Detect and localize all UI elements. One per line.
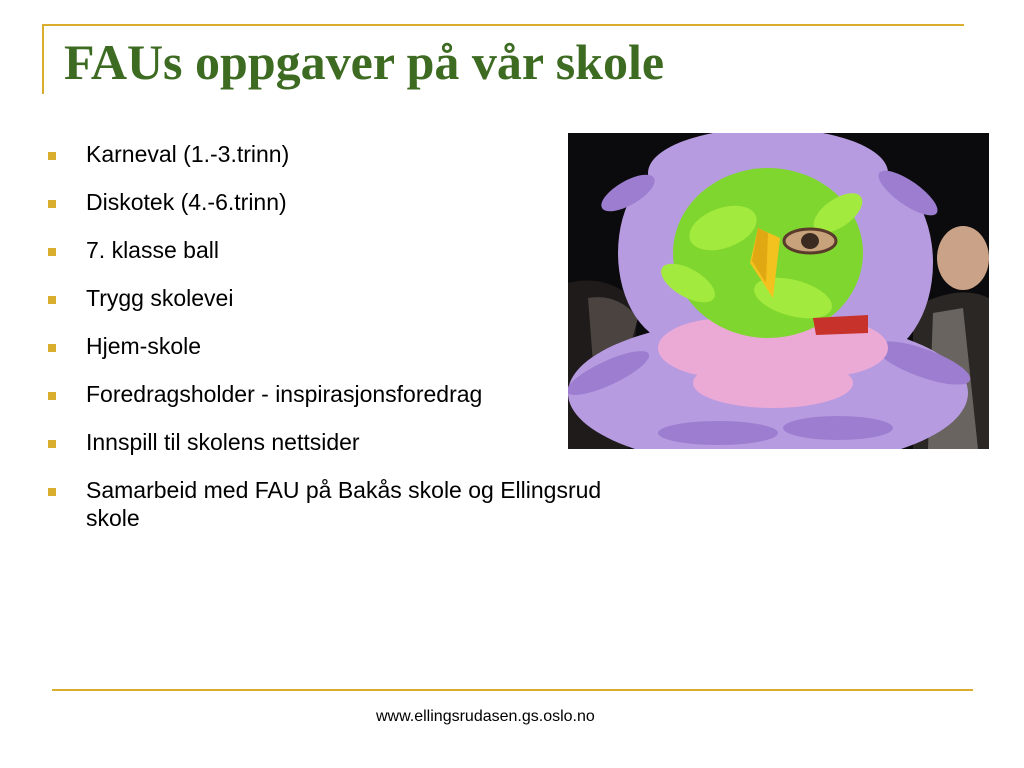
footer-rule bbox=[52, 689, 973, 691]
bullet-text: Karneval (1.-3.trinn) bbox=[86, 141, 290, 167]
bullet-item bbox=[46, 428, 626, 456]
title-bracket-left-rule bbox=[42, 24, 44, 94]
carnival-costume-photo bbox=[568, 133, 989, 449]
square-bullet-icon bbox=[48, 344, 56, 352]
square-bullet-icon bbox=[48, 392, 56, 400]
square-bullet-icon bbox=[48, 296, 56, 304]
bullet-text: 7. klasse ball bbox=[86, 237, 219, 263]
bullet-text: Samarbeid med FAU på Bakås skole og Ellingsrud skole bbox=[86, 477, 602, 531]
square-bullet-icon bbox=[48, 152, 56, 160]
bullet-text: Innspill til skolens nettsider bbox=[86, 429, 360, 455]
square-bullet-icon bbox=[48, 200, 56, 208]
square-bullet-icon bbox=[48, 440, 56, 448]
bullet-item bbox=[46, 236, 626, 264]
square-bullet-icon bbox=[48, 488, 56, 496]
bullet-item bbox=[46, 380, 626, 408]
bullet-item bbox=[46, 188, 626, 216]
square-bullet-icon bbox=[48, 248, 56, 256]
slide-title: FAUs oppgaver på vår skole bbox=[64, 34, 665, 90]
bullet-item bbox=[46, 284, 626, 312]
bullet-text: Trygg skolevei bbox=[86, 285, 234, 311]
bullet-text: Diskotek (4.-6.trinn) bbox=[86, 189, 287, 215]
bullet-text: Foredragsholder - inspirasjonsforedrag bbox=[86, 381, 483, 407]
bullet-list bbox=[46, 140, 626, 552]
bullet-item bbox=[46, 476, 626, 532]
bullet-item bbox=[46, 140, 626, 168]
bullet-text: Hjem-skole bbox=[86, 333, 202, 359]
bullet-item bbox=[46, 332, 626, 360]
title-bracket-top-rule bbox=[42, 24, 964, 26]
footer-url: www.ellingsrudasen.gs.oslo.no bbox=[376, 708, 595, 725]
